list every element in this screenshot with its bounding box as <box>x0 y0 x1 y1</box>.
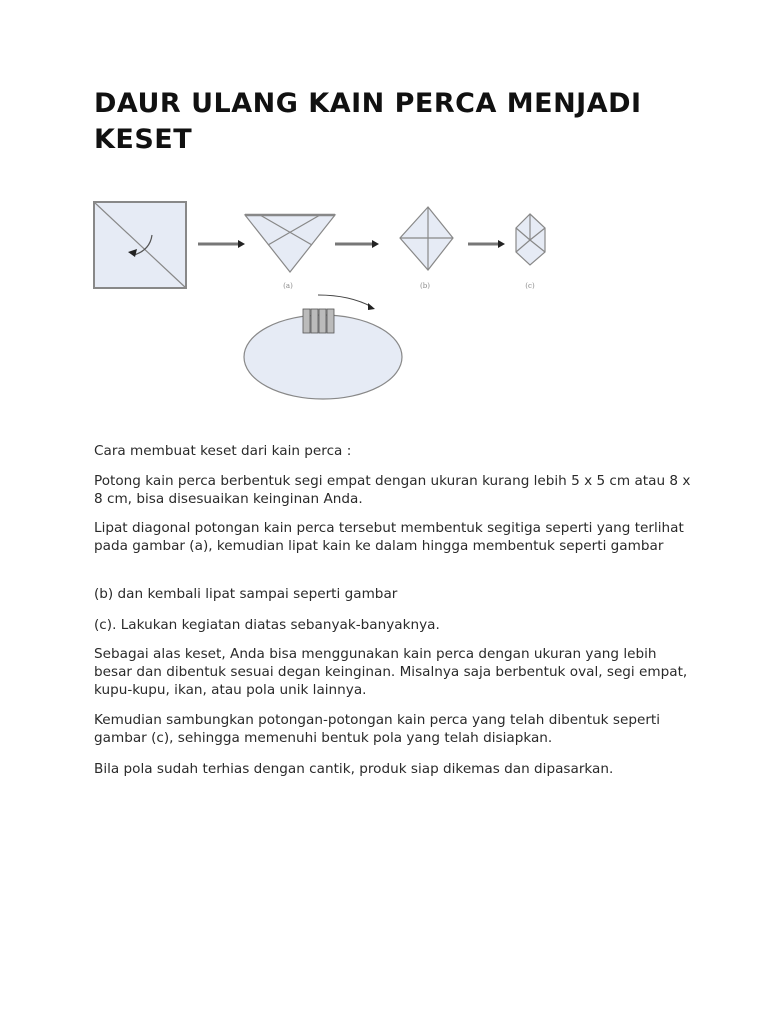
label-b: (b) <box>420 282 430 290</box>
page-title: DAUR ULANG KAIN PERCA MENJADI KESET <box>94 88 642 155</box>
paragraph-step-4: (c). Lakukan kegiatan diatas sebanyak-banyaknya. <box>94 617 440 633</box>
paragraph-intro: Cara membuat keset dari kain perca : <box>94 443 352 459</box>
fold-a-shape <box>245 215 335 272</box>
label-a: (a) <box>283 282 293 290</box>
label-c: (c) <box>525 282 535 290</box>
paragraph-step-2: Lipat diagonal potongan kain perca tersebut membentuk segitiga seperti yang terlihat pada gambar (a), kemudian lipat kain ke dalam hingga membentuk seperti gambar <box>94 520 684 554</box>
paragraph-step-6: Kemudian sambungkan potongan-potongan kain perca yang telah dibentuk seperti gambar (c), sehingga memenuhi bentuk pola yang telah disiapkan. <box>94 712 661 746</box>
paragraph-step-3: (b) dan kembali lipat sampai seperti gambar <box>94 586 398 602</box>
paragraph-step-5: Sebagai alas keset, Anda bisa menggunakan kain perca dengan ukuran yang lebih besar dan dibentuk sesuai degan keinginan. Misalnya saja berbentuk oval, segi empat, kupu-kupu, ikan, atau pola unik lainnya. <box>94 646 688 698</box>
folding-diagram <box>90 195 560 405</box>
paragraph-step-7: Bila pola sudah terhias dengan cantik, produk siap dikemas dan dipasarkan. <box>94 761 614 777</box>
paragraph-step-1: Potong kain perca berbentuk segi empat dengan ukuran kurang lebih 5 x 5 cm atau 8 x 8 cm, bisa disesuaikan keinginan Anda. <box>94 473 691 507</box>
